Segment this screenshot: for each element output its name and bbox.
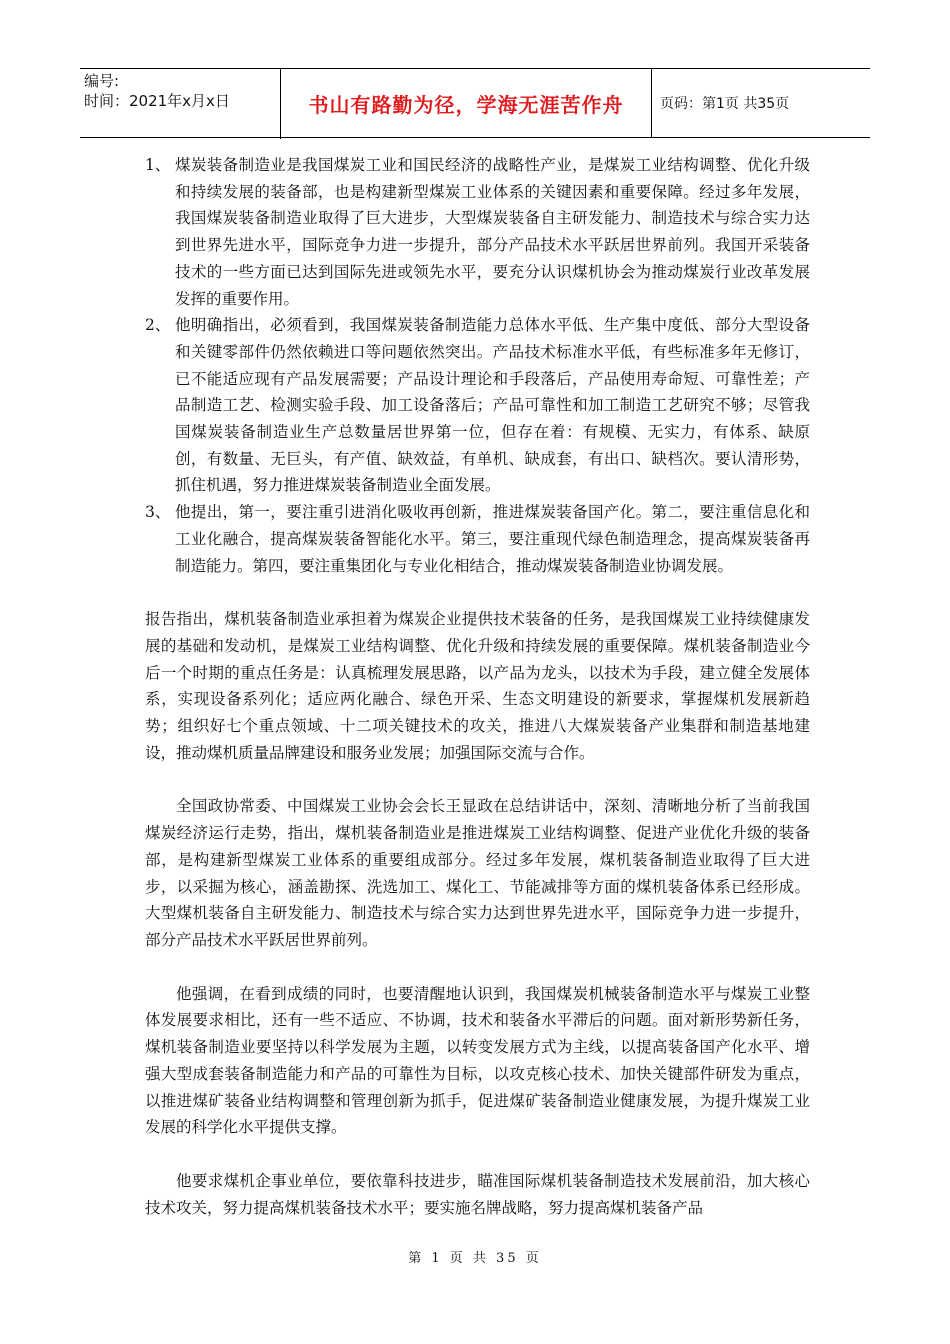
list-item-number: 2、 (145, 316, 171, 335)
body-paragraph: 报告指出，煤机装备制造业承担着为煤炭企业提供技术装备的任务，是我国煤炭工业持续健康发展的基础和发动机，是煤炭工业结构调整、优化升级和持续发展的重要保障。煤机装备制造业今后一个时期的重点任务是：认真梳理发展思路，以产品为龙头，以技术为手段，建立健全发展体系，实现设备系列化；适应两化融合、绿色开采、生态文明建设的新要求，掌握煤机发展新趋势；组织好七个重点领域、十二项关键技术的攻关，推进八大煤炭装备产业集群和制造基地建设，推动煤机质量品牌建设和服务业发展；加强国际交流与合作。 (145, 610, 810, 762)
document-date-label: 时间：2021年x月x日 (84, 92, 230, 110)
list-item (145, 499, 810, 579)
list-item-text: 他提出，第一，要注重引进消化吸收再创新，推进煤炭装备国产化。第二，要注重信息化和工业化融合，提高煤炭装备智能化水平。第三，要注重现代绿色制造理念，提高煤炭装备再制造能力。第四，要注重集团化与专业化相结合，推动煤炭装备制造业协调发展。 (175, 503, 810, 575)
body-paragraph: 他强调，在看到成绩的同时，也要清醒地认识到，我国煤炭机械装备制造水平与煤炭工业整体发展要求相比，还有一些不适应、不协调，技术和装备水平滞后的问题。面对新形势新任务，煤机装备制造业要坚持以科学发展为主题，以转变发展方式为主线，以提高装备国产化水平、增强大型成套装备制造能力和产品的可靠性为目标，以攻克核心技术、加快关键部件研发为重点，以推进煤矿装备业结构调整和管理创新为抓手，促进煤矿装备制造业健康发展，为提升煤炭工业发展的科学化水平提供支撑。 (145, 984, 810, 1137)
document-number-label: 编号: (84, 72, 120, 90)
header-slogan-cell (281, 69, 652, 137)
body-paragraph: 他要求煤机企事业单位，要依靠科技进步，瞄准国际煤机装备制造技术发展前沿，加大核心技术攻关，努力提高煤机装备技术水平；要实施名牌战略，努力提高煤机装备产品 (145, 1171, 810, 1217)
header-page-cell (652, 69, 878, 137)
list-item (145, 312, 810, 499)
list-item-number: 1、 (145, 156, 171, 174)
header-page-number: 页码：第1页 共35页 (660, 96, 790, 112)
list-item (145, 152, 810, 312)
page-footer: 第 1 页 共 35 页 (408, 1251, 542, 1266)
page-header (80, 68, 870, 138)
header-info (80, 69, 281, 139)
body-paragraph: 全国政协常委、中国煤炭工业协会会长王显政在总结讲话中，深刻、清晰地分析了当前我国煤炭经济运行走势，指出，煤机装备制造业是推进煤炭工业结构调整、促进产业优化升级的装备部，是构建新型煤炭工业体系的重要组成部分。经过多年发展，煤机装备制造业取得了巨大进步，以采掘为核心，涵盖勘探、洗选加工、煤化工、节能减排等方面的煤机装备体系已经形成。大型煤机装备自主研发能力、制造技术与综合实力达到世界先进水平，国际竞争力进一步提升，部分产品技术水平跃居世界前列。 (145, 797, 810, 949)
document-body (145, 152, 810, 1237)
list-item-text: 他明确指出，必须看到，我国煤炭装备制造能力总体水平低、生产集中度低、部分大型设备和关键零部件仍然依赖进口等问题依然突出。产品技术标准水平低，有些标准多年无修订，已不能适应现有产品发展需要；产品设计理论和手段落后，产品使用寿命短、可靠性差；产品制造工艺、检测实验手段、加工设备落后；产品可靠性和加工制造工艺研究不够；尽管我国煤炭装备制造业生产总数量居世界第一位，但存在着：有规模、无实力，有体系、缺原创，有数量、无巨头，有产值、缺效益，有单机、缺成套，有出口、缺档次。要认清形势，抓住机遇，努力推进煤炭装备制造业全面发展。 (175, 316, 810, 495)
header-slogan: 书山有路勤为径，学海无涯苦作舟 (308, 92, 624, 117)
list-item-text: 煤炭装备制造业是我国煤炭工业和国民经济的战略性产业，是煤炭工业结构调整、优化升级和持续发展的装备部，也是构建新型煤炭工业体系的关键因素和重要保障。经过多年发展，我国煤炭装备制造业取得了巨大进步，大型煤炭装备自主研发能力、制造技术与综合实力达到世界先进水平，国际竞争力进一步提升，部分产品技术水平跃居世界前列。我国开采装备技术的一些方面已达到国际先进或领先水平，要充分认识煤机协会为推动煤炭行业改革发展发挥的重要作用。 (175, 156, 810, 308)
list-item-number: 3、 (145, 503, 171, 522)
